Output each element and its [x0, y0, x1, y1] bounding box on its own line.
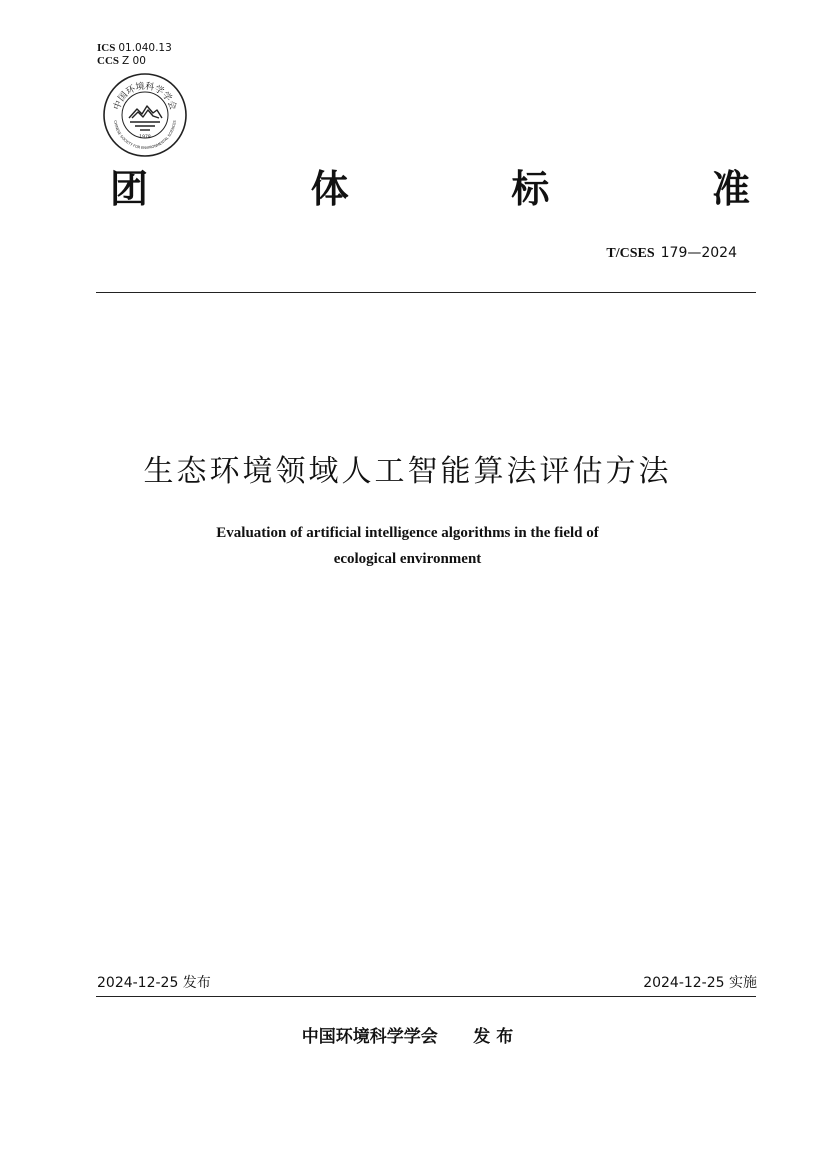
publisher-line	[0, 1022, 815, 1047]
classification-codes	[97, 42, 172, 68]
ccs-value: Z 00	[122, 55, 146, 67]
ccs-label: CCS	[97, 55, 120, 67]
ics-value: 01.040.13	[118, 42, 172, 54]
title-chinese: 生态环境领域人工智能算法评估方法	[143, 454, 672, 489]
title-english	[150, 520, 665, 572]
title-english-line: ecological environment	[333, 551, 482, 567]
publish-date: 2024-12-25 发布	[97, 975, 211, 991]
title-english-line: Evaluation of artificial intelligence algorithms in the field of	[216, 525, 599, 541]
ccs-code	[97, 55, 172, 68]
doc-type-char: 准	[711, 167, 750, 211]
ics-label: ICS	[97, 42, 116, 54]
standard-number	[606, 244, 737, 262]
society-seal-logo	[102, 72, 188, 158]
document-type-heading	[110, 164, 750, 214]
mountain-emblem-icon	[129, 106, 162, 130]
top-divider	[96, 292, 756, 293]
implement-date: 2024-12-25 实施	[643, 975, 757, 991]
doc-type-char: 体	[310, 167, 349, 211]
standard-code: 179—2024	[660, 245, 737, 261]
publisher-name: 中国环境科学学会	[301, 1027, 438, 1047]
bottom-divider	[96, 996, 756, 997]
publish-word: 发 布	[473, 1027, 514, 1047]
doc-type-char: 标	[511, 167, 550, 211]
seal-english-name: CHINESE SOCIETY FOR ENVIRONMENTAL SCIENCES	[113, 120, 177, 151]
ics-code	[97, 42, 172, 55]
doc-type-char: 团	[110, 167, 149, 211]
seal-year: 1978	[139, 135, 151, 140]
seal-chinese-name: 中国环境科学学会	[112, 81, 178, 112]
standard-prefix: T/CSES	[606, 246, 655, 261]
